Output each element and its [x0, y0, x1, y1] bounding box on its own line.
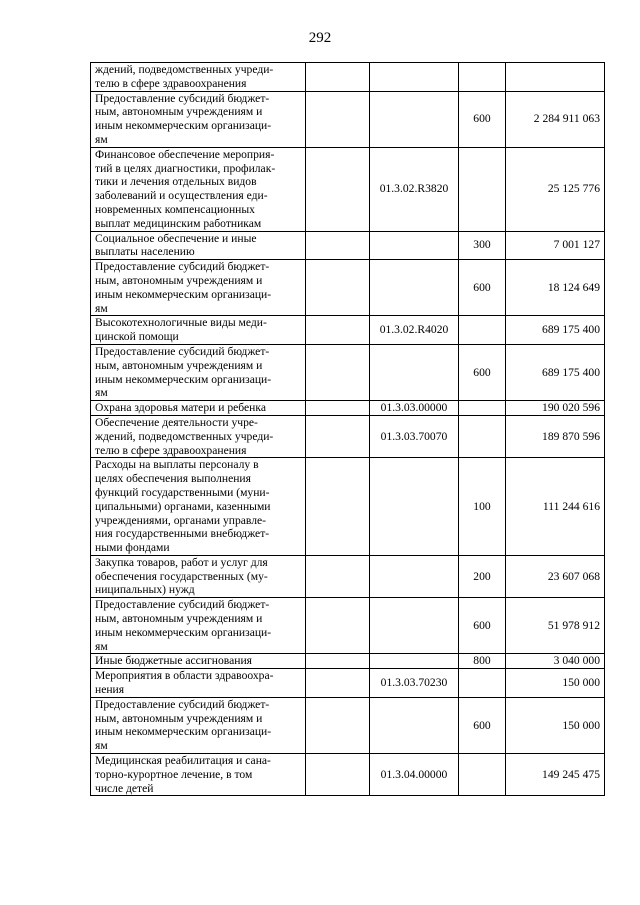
- row-name-cell: Охрана здоровья матери и ребенка: [91, 401, 306, 416]
- row-type-cell: 300: [459, 231, 506, 260]
- row-empty-cell: [306, 260, 370, 316]
- row-name-cell: Мероприятия в области здравоохра- нения: [91, 669, 306, 698]
- row-amount-cell: 149 245 475: [506, 754, 605, 796]
- row-name-cell: Медицинская реабилитация и сана- торно-курортное лечение, в том числе детей: [91, 754, 306, 796]
- row-empty-cell: [306, 458, 370, 556]
- table-row: [91, 415, 605, 457]
- table-row: [91, 654, 605, 669]
- row-code-cell: 01.3.02.R3820: [370, 147, 459, 231]
- row-empty-cell: [306, 344, 370, 400]
- table-row: [91, 754, 605, 796]
- row-name-cell: Предоставление субсидий бюджет- ным, автономным учреждениям и иным некоммерческим организаци- ям: [91, 598, 306, 654]
- table-row: [91, 147, 605, 231]
- table-row: [91, 91, 605, 147]
- row-type-cell: 600: [459, 598, 506, 654]
- row-amount-cell: 689 175 400: [506, 344, 605, 400]
- row-empty-cell: [306, 555, 370, 597]
- table-row: [91, 231, 605, 260]
- row-name-cell: Обеспечение деятельности учре- ждений, подведомственных учреди- телю в сфере здравоохранения: [91, 415, 306, 457]
- row-code-cell: 01.3.03.70070: [370, 415, 459, 457]
- row-type-cell: [459, 63, 506, 92]
- row-amount-cell: 3 040 000: [506, 654, 605, 669]
- row-name-cell: Расходы на выплаты персоналу в целях обеспечения выполнения функций государственными (муни- ципальными) органами, казенными учреждениями, органами управле- ния государственными внебюджет- ными фондами: [91, 458, 306, 556]
- row-code-cell: [370, 654, 459, 669]
- row-code-cell: [370, 458, 459, 556]
- row-name-cell: Финансовое обеспечение мероприя- тий в целях диагностики, профилак- тики и лечения отдельных видов заболеваний и осуществления еди- новременных компенсационных выплат медицинским работникам: [91, 147, 306, 231]
- table-row: [91, 598, 605, 654]
- row-code-cell: 01.3.03.70230: [370, 669, 459, 698]
- row-empty-cell: [306, 598, 370, 654]
- row-name-cell: Высокотехнологичные виды меди- цинской помощи: [91, 316, 306, 345]
- row-amount-cell: 150 000: [506, 697, 605, 753]
- row-amount-cell: 18 124 649: [506, 260, 605, 316]
- row-code-cell: 01.3.02.R4020: [370, 316, 459, 345]
- row-type-cell: [459, 401, 506, 416]
- row-amount-cell: 689 175 400: [506, 316, 605, 345]
- row-code-cell: [370, 91, 459, 147]
- row-amount-cell: 7 001 127: [506, 231, 605, 260]
- row-type-cell: 200: [459, 555, 506, 597]
- row-empty-cell: [306, 697, 370, 753]
- row-code-cell: [370, 231, 459, 260]
- table-row: [91, 316, 605, 345]
- row-name-cell: Предоставление субсидий бюджет- ным, автономным учреждениям и иным некоммерческим организаци- ям: [91, 91, 306, 147]
- row-empty-cell: [306, 91, 370, 147]
- row-type-cell: 100: [459, 458, 506, 556]
- row-code-cell: [370, 260, 459, 316]
- row-amount-cell: 23 607 068: [506, 555, 605, 597]
- row-amount-cell: [506, 63, 605, 92]
- row-code-cell: [370, 697, 459, 753]
- row-code-cell: [370, 344, 459, 400]
- row-empty-cell: [306, 401, 370, 416]
- row-empty-cell: [306, 415, 370, 457]
- table-row: [91, 669, 605, 698]
- table-row: [91, 344, 605, 400]
- row-code-cell: 01.3.03.00000: [370, 401, 459, 416]
- row-amount-cell: 189 870 596: [506, 415, 605, 457]
- row-empty-cell: [306, 231, 370, 260]
- row-name-cell: ждений, подведомственных учреди- телю в сфере здравоохранения: [91, 63, 306, 92]
- row-code-cell: [370, 63, 459, 92]
- row-type-cell: [459, 415, 506, 457]
- row-empty-cell: [306, 754, 370, 796]
- row-name-cell: Социальное обеспечение и иные выплаты населению: [91, 231, 306, 260]
- row-code-cell: [370, 598, 459, 654]
- table-row: [91, 697, 605, 753]
- row-type-cell: [459, 754, 506, 796]
- row-type-cell: 800: [459, 654, 506, 669]
- row-name-cell: Закупка товаров, работ и услуг для обеспечения государственных (му- ниципальных) нужд: [91, 555, 306, 597]
- row-type-cell: 600: [459, 697, 506, 753]
- row-code-cell: [370, 555, 459, 597]
- row-amount-cell: 190 020 596: [506, 401, 605, 416]
- row-amount-cell: 25 125 776: [506, 147, 605, 231]
- budget-table-body: [91, 63, 605, 796]
- row-type-cell: 600: [459, 344, 506, 400]
- row-type-cell: 600: [459, 260, 506, 316]
- row-empty-cell: [306, 147, 370, 231]
- table-row: [91, 63, 605, 92]
- row-type-cell: [459, 316, 506, 345]
- table-row: [91, 555, 605, 597]
- table-row: [91, 260, 605, 316]
- row-name-cell: Предоставление субсидий бюджет- ным, автономным учреждениям и иным некоммерческим организаци- ям: [91, 697, 306, 753]
- row-type-cell: 600: [459, 91, 506, 147]
- page-number: 292: [308, 30, 332, 46]
- row-amount-cell: 2 284 911 063: [506, 91, 605, 147]
- row-amount-cell: 111 244 616: [506, 458, 605, 556]
- budget-table: [90, 62, 605, 796]
- table-row: [91, 401, 605, 416]
- row-name-cell: Предоставление субсидий бюджет- ным, автономным учреждениям и иным некоммерческим организаци- ям: [91, 260, 306, 316]
- row-type-cell: [459, 669, 506, 698]
- row-name-cell: Предоставление субсидий бюджет- ным, автономным учреждениям и иным некоммерческим организаци- ям: [91, 344, 306, 400]
- row-type-cell: [459, 147, 506, 231]
- row-empty-cell: [306, 654, 370, 669]
- row-code-cell: 01.3.04.00000: [370, 754, 459, 796]
- row-empty-cell: [306, 669, 370, 698]
- row-amount-cell: 150 000: [506, 669, 605, 698]
- table-row: [91, 458, 605, 556]
- row-amount-cell: 51 978 912: [506, 598, 605, 654]
- row-name-cell: Иные бюджетные ассигнования: [91, 654, 306, 669]
- row-empty-cell: [306, 63, 370, 92]
- row-empty-cell: [306, 316, 370, 345]
